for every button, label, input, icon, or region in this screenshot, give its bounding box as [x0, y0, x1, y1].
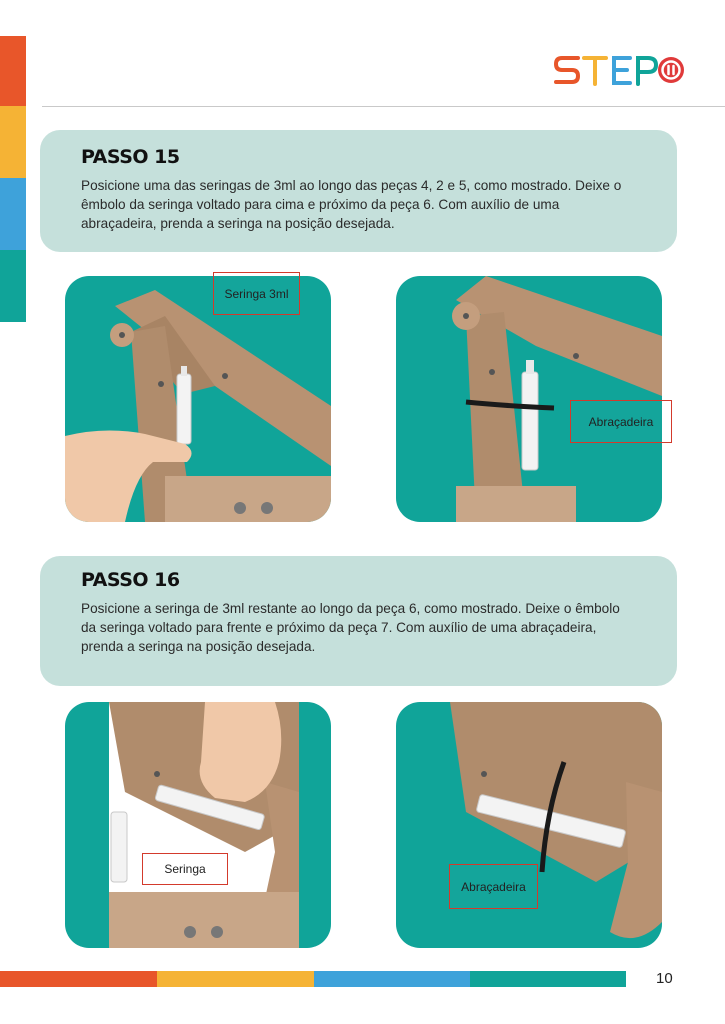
side-strip-orange: [0, 36, 26, 106]
side-strip-yellow: [0, 106, 26, 178]
step-15-box: [40, 130, 677, 252]
step-15-photo-clamp: [396, 276, 662, 522]
page-number: 10: [656, 970, 673, 987]
step-16-title: PASSO 16: [81, 569, 180, 591]
callout-clamp-16: Abraçadeira: [449, 864, 538, 909]
callout-syringe: Seringa: [142, 853, 228, 885]
side-strip-teal: [0, 250, 26, 322]
step-15-text: Posicione uma das seringas de 3ml ao longo das peças 4, 2 e 5, como mostrado. Deixe o êmbolo da seringa voltado para cima e próximo da peça 6. Com auxílio de uma abraçadeira, prenda a seringa na posição desejada.: [81, 178, 622, 231]
step-logo-graphic: [554, 50, 688, 92]
callout-clamp-15: Abraçadeira: [570, 400, 672, 443]
step-15-title: PASSO 15: [81, 146, 180, 168]
header-divider: [42, 106, 725, 107]
callout-syringe-3ml: Seringa 3ml: [213, 272, 300, 315]
step-16-photo-clamp: [396, 702, 662, 948]
step-logo: [554, 50, 688, 92]
footer-strip-teal: [470, 971, 626, 987]
footer-strip-orange: [0, 971, 157, 987]
step-16-text: Posicione a seringa de 3ml restante ao longo da peça 6, como mostrado. Deixe o êmbolo da seringa voltado para frente e próximo da peça 7. Com auxílio de uma abraçadeira, prenda a seringa na posição desejada.: [81, 601, 620, 654]
side-strip-blue: [0, 178, 26, 250]
step-16-box: [40, 556, 677, 686]
step-16-photo-syringe: [65, 702, 331, 948]
footer-strip-blue: [314, 971, 470, 987]
footer-strip-yellow: [157, 971, 314, 987]
